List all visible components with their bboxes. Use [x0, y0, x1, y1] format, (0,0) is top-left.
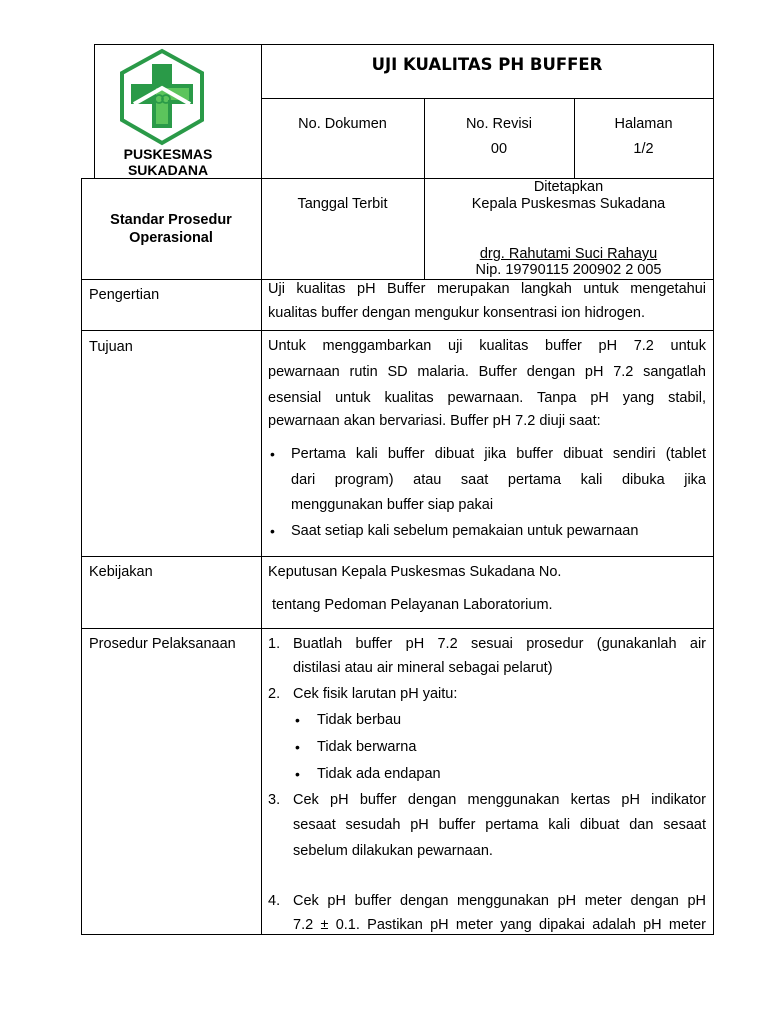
tujuan-bullet-2: •: [270, 523, 275, 539]
tujuan-bullet1-line2: dari program) atau saat pertama kali dibuka jika: [291, 472, 706, 488]
tujuan-bullet-1: •: [270, 446, 275, 462]
page-title: UJI KUALITAS PH BUFFER: [371, 55, 603, 74]
step4-line2: 7.2 ± 0.1. Pastikan pH meter yang dipakai adalah pH meter: [293, 917, 706, 933]
set-by-line2: Kepala Puskesmas Sukadana: [471, 196, 666, 212]
step2-sub-item-2: Tidak berwarna: [317, 739, 417, 755]
step2-number: 2.: [268, 686, 281, 702]
step3-number: 3.: [268, 792, 281, 808]
signer-nip: Nip. 19790115 200902 2 005: [475, 262, 662, 278]
tujuan-label: Tujuan: [89, 339, 133, 355]
sop-label-line2: Operasional: [129, 230, 213, 246]
border-title-bottom: [261, 98, 714, 99]
signer-name: drg. Rahutami Suci Rahayu: [479, 246, 658, 262]
step3-line1: Cek pH buffer dengan menggunakan kertas pH indikator: [293, 792, 706, 808]
doc-number-label: No. Dokumen: [298, 116, 387, 132]
step2-text: Cek fisik larutan pH yaitu:: [293, 686, 458, 702]
tujuan-text-line3: esensial untuk kualitas pewarnaan. Tanpa pH yang stabil,: [268, 390, 706, 406]
border-tujuan-top: [81, 330, 714, 331]
page-value: 1/2: [633, 141, 654, 157]
kebijakan-label: Kebijakan: [89, 564, 153, 580]
step4-number: 4.: [268, 893, 281, 909]
step2-sub-bullet-1: •: [295, 712, 300, 728]
step1-line2: distilasi atau air mineral sebagai pelarut): [293, 660, 553, 676]
step1-line1: Buatlah buffer pH 7.2 sesuai prosedur (gunakanlah air: [293, 636, 706, 652]
step1-number: 1.: [268, 636, 281, 652]
tujuan-text-line1: Untuk menggambarkan uji kualitas buffer pH 7.2 untuk: [268, 338, 706, 354]
tujuan-bullet2-text: Saat setiap kali sebelum pemakaian untuk pewarnaan: [291, 523, 639, 539]
tujuan-text-line2: pewarnaan rutin SD malaria. Buffer dengan pH 7.2 sangatlah: [268, 364, 706, 380]
border-top: [94, 44, 714, 45]
set-by-line1: Ditetapkan: [533, 179, 604, 195]
issue-date-label: Tanggal Terbit: [297, 196, 388, 212]
tujuan-bullet1-line1: Pertama kali buffer dibuat jika buffer dibuat sendiri (tablet: [291, 446, 706, 462]
step2-sub-item-3: Tidak ada endapan: [317, 766, 441, 782]
org-name-line1: PUSKESMAS: [123, 146, 213, 162]
sop-label-line1: Standar Prosedur: [110, 212, 232, 228]
step2-sub-item-1: Tidak berbau: [317, 712, 402, 728]
kebijakan-line2: tentang Pedoman Pelayanan Laboratorium.: [268, 597, 553, 613]
pengertian-text-line2: kualitas buffer dengan mengukur konsentrasi ion hidrogen.: [268, 305, 645, 321]
step2-sub-bullet-2: •: [295, 739, 300, 755]
pengertian-label: Pengertian: [89, 287, 160, 303]
border-prosedur-top: [81, 628, 714, 629]
prosedur-label: Prosedur Pelaksanaan: [89, 636, 236, 652]
step2-sub-bullet-3: •: [295, 766, 300, 782]
tujuan-bullet1-line3: menggunakan buffer siap pakai: [291, 497, 494, 513]
border-rev-col: [574, 98, 575, 178]
step4-line1: Cek pH buffer dengan menggunakan pH meter dengan pH: [293, 893, 706, 909]
pengertian-text-line1: Uji kualitas pH Buffer merupakan langkah untuk mengetahui: [268, 281, 706, 297]
puskesmas-logo: [116, 48, 208, 146]
border-kebijakan-top: [81, 556, 714, 557]
org-name-line2: SUKADANA: [127, 162, 209, 178]
tujuan-text-line4: pewarnaan akan bervariasi. Buffer pH 7.2 diuji saat:: [268, 413, 601, 429]
kebijakan-line1: Keputusan Kepala Puskesmas Sukadana No.: [268, 564, 562, 580]
revision-label: No. Revisi: [465, 116, 533, 132]
page-label: Halaman: [614, 116, 673, 132]
step3-line3: sebelum dilakukan pewarnaan.: [293, 843, 493, 859]
step3-line2: sesaat sesudah pH buffer pertama kali dibuat dan sesaat: [293, 817, 706, 833]
revision-value: 00: [490, 141, 508, 157]
